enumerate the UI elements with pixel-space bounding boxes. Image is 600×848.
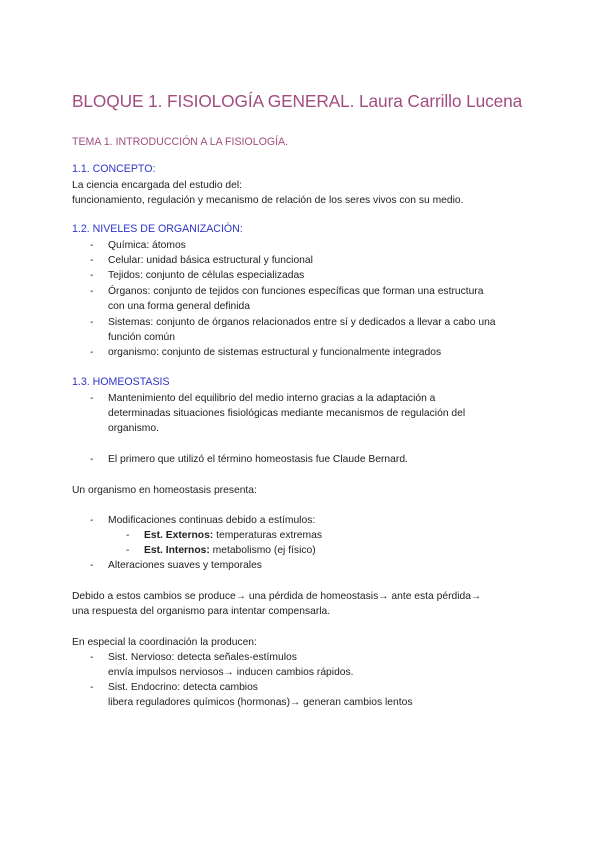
bullet-dash: - (90, 560, 94, 571)
bold-label: Est. Externos: (144, 530, 214, 541)
list-item: Sistemas: conjunto de órganos relacionados entre sí y dedicados a llevar a cabo una (108, 317, 496, 328)
list-item: El primero que utilizó el término homeostasis fue Claude Bernard. (108, 454, 408, 465)
list-item: Celular: unidad básica estructural y funcional (108, 255, 313, 266)
paragraph: En especial la coordinación la producen: (72, 637, 257, 648)
paragraph: Debido a estos cambios se produce→ una pérdida de homeostasis→ ante esta pérdida→ (72, 591, 482, 602)
bullet-dash: - (90, 286, 94, 297)
document-title: BLOQUE 1. FISIOLOGÍA GENERAL. Laura Carrillo Lucena (72, 91, 523, 111)
sub-item-text: metabolismo (ej físico) (209, 545, 316, 556)
bullet-dash: - (126, 545, 130, 556)
tema-heading: TEMA 1. INTRODUCCIÓN A LA FISIOLOGÍA. (72, 136, 289, 148)
bullet-dash: - (90, 347, 94, 358)
concepto-line: La ciencia encargada del estudio del: (72, 180, 243, 191)
list-item: Tejidos: conjunto de células especializadas (108, 270, 305, 281)
bold-label: Est. Internos: (144, 545, 210, 556)
list-item-continuation: libera reguladores químicos (hormonas)→ generan cambios lentos (108, 697, 413, 708)
list-item: Modificaciones continuas debido a estímulos: (108, 515, 316, 526)
list-item: Alteraciones suaves y temporales (108, 560, 262, 571)
list-item-continuation: organismo. (108, 423, 159, 434)
list-item: Sist. Endocrino: detecta cambios (108, 682, 258, 693)
sub-list-item (144, 544, 316, 557)
list-item: Mantenimiento del equilibrio del medio interno gracias a la adaptación a (108, 393, 436, 404)
homeostasis-heading: 1.3. HOMEOSTASIS (72, 376, 170, 388)
bullet-dash: - (90, 652, 94, 663)
concepto-heading: 1.1. CONCEPTO: (72, 163, 156, 175)
list-item-continuation: con una forma general definida (108, 301, 250, 312)
sub-list-item (144, 529, 322, 542)
bullet-dash: - (90, 240, 94, 251)
niveles-heading: 1.2. NIVELES DE ORGANIZACIÓN: (72, 223, 243, 235)
bullet-dash: - (90, 255, 94, 266)
list-item-continuation: determinadas situaciones fisiológicas mediante mecanismos de regulación del (108, 408, 466, 419)
concepto-line: funcionamiento, regulación y mecanismo de relación de los seres vivos con su medio. (72, 195, 464, 206)
list-item: Sist. Nervioso: detecta señales-estímulos (108, 652, 297, 663)
bullet-dash: - (90, 270, 94, 281)
bullet-dash: - (90, 454, 94, 465)
bullet-dash: - (90, 317, 94, 328)
bullet-dash: - (90, 393, 94, 404)
paragraph: Un organismo en homeostasis presenta: (72, 485, 257, 496)
sub-item-text: temperaturas extremas (213, 530, 322, 541)
bullet-dash: - (90, 682, 94, 693)
bullet-dash: - (126, 530, 130, 541)
bullet-dash: - (90, 515, 94, 526)
paragraph: una respuesta del organismo para intentar compensarla. (72, 606, 331, 617)
list-item-continuation: envía impulsos nerviosos→ inducen cambios rápidos. (108, 667, 354, 678)
list-item: Química: átomos (108, 240, 186, 251)
list-item-continuation: función común (108, 332, 175, 343)
list-item: Órganos: conjunto de tejidos con funciones específicas que forman una estructura (108, 286, 484, 297)
list-item: organismo: conjunto de sistemas estructural y funcionalmente integrados (108, 347, 442, 358)
